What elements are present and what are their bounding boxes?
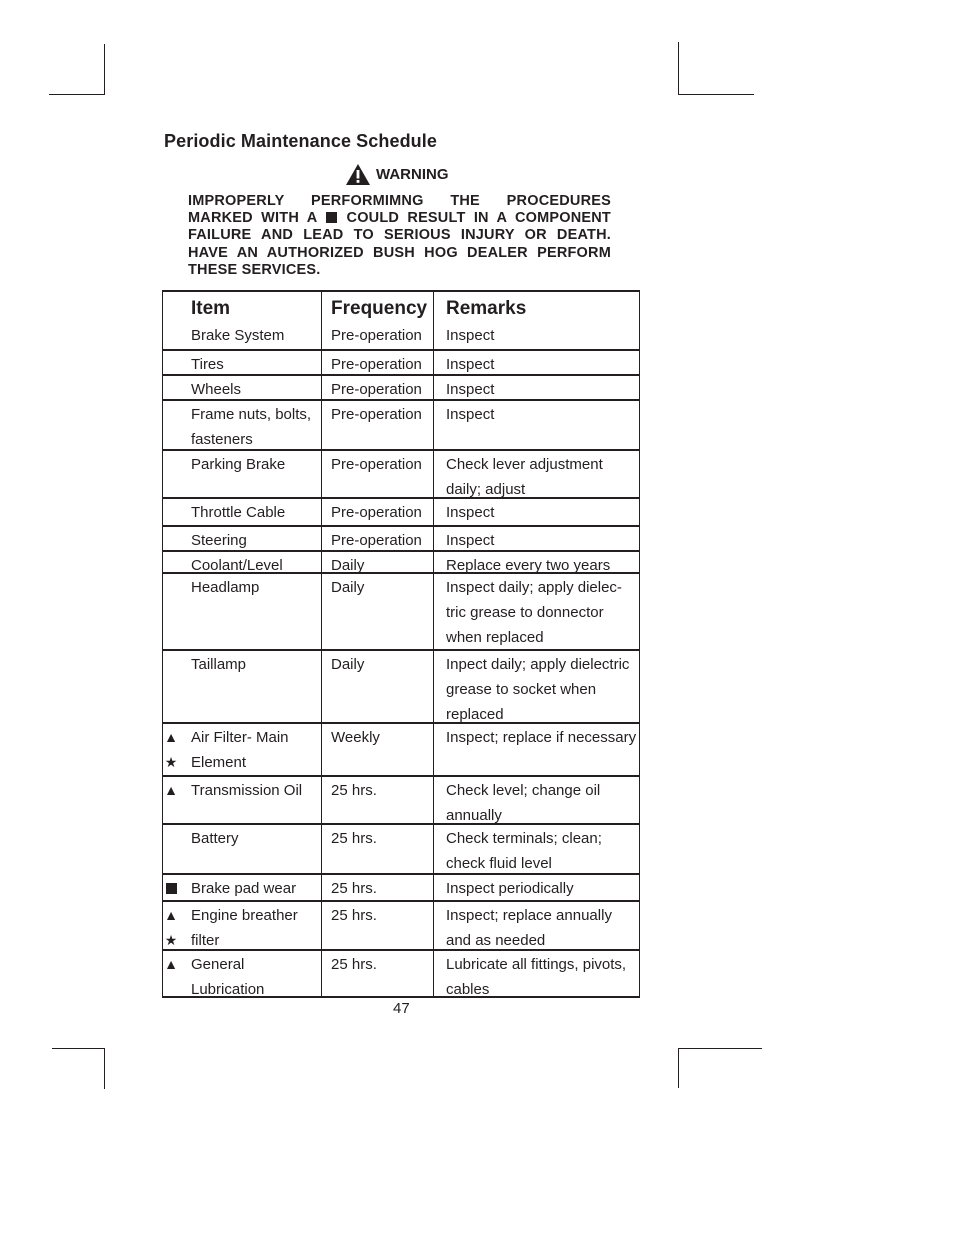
- table-cell-item: Throttle Cable: [191, 504, 286, 521]
- table-cell-frequency: 25 hrs.: [331, 880, 377, 897]
- table-cell-remarks: and as needed: [446, 932, 546, 949]
- header-frequency: Frequency: [331, 298, 428, 319]
- star-marker-icon: ★: [164, 932, 178, 948]
- table-cell-item: Tires: [191, 356, 224, 373]
- triangle-marker-icon: ▲: [164, 907, 178, 923]
- square-marker-icon: [164, 876, 178, 901]
- table-cell-remarks: Lubricate all fittings, pivots,: [446, 956, 627, 973]
- table-cell-item: Taillamp: [191, 656, 247, 673]
- table-row-rule: [162, 823, 640, 825]
- table-cell-remarks: Inspect: [446, 406, 495, 423]
- page-number: 47: [393, 1000, 410, 1017]
- table-cell-remarks: Check level; change oil: [446, 782, 601, 799]
- table-cell-item: Steering: [191, 532, 247, 549]
- table-cell-frequency: Daily: [331, 656, 365, 673]
- table-cell-item: Transmission Oil: [191, 782, 303, 799]
- table-cell-remarks: replaced: [446, 706, 504, 723]
- table-cell-remarks: Check terminals; clean;: [446, 830, 602, 847]
- table-cell-frequency: 25 hrs.: [331, 782, 377, 799]
- table-cell-remarks: Inspect; replace annually: [446, 907, 612, 924]
- table-column-rule: [321, 290, 322, 998]
- table-cell-remarks: Inpect daily; apply dielectric: [446, 656, 630, 673]
- crop-mark-top-left-v: [104, 44, 105, 95]
- table-cell-remarks: Inspect; replace if necessary: [446, 729, 637, 746]
- table-cell-remarks: Inspect: [446, 356, 495, 373]
- table-column-rule: [639, 290, 640, 998]
- warning-heading: [346, 162, 449, 186]
- table-cell-item: Frame nuts, bolts,: [191, 406, 312, 423]
- table-cell-frequency: 25 hrs.: [331, 830, 377, 847]
- table-cell-frequency: Daily: [331, 557, 365, 574]
- triangle-marker-icon: ▲: [164, 729, 178, 745]
- warning-text: [188, 193, 611, 279]
- table-cell-frequency: Daily: [331, 579, 365, 596]
- header-item: Item: [191, 298, 231, 319]
- warning-label: WARNING: [376, 165, 449, 183]
- triangle-marker-icon: ▲: [164, 782, 178, 798]
- table-cell-remarks: annually: [446, 807, 502, 824]
- table-cell-item: General: [191, 956, 245, 973]
- table-cell-item: Air Filter- Main: [191, 729, 289, 746]
- warning-text-part1: IMPROPERLY PERFORMIMNG THE PROCEDURES MARKED WITH A: [188, 193, 611, 227]
- table-cell-frequency: 25 hrs.: [331, 907, 377, 924]
- table-row-rule: [162, 775, 640, 777]
- table-cell-frequency: Pre-operation: [331, 456, 422, 473]
- crop-mark-bottom-right-h: [678, 1048, 762, 1049]
- table-row-rule: [162, 949, 640, 951]
- table-cell-frequency: Pre-operation: [331, 532, 422, 549]
- table-column-rule: [433, 290, 434, 998]
- table-cell-frequency: 25 hrs.: [331, 956, 377, 973]
- table-cell-frequency: Pre-operation: [331, 406, 422, 423]
- square-marker-icon: [326, 212, 337, 223]
- table-cell-item: Coolant/Level: [191, 557, 283, 574]
- table-cell-item: Lubrication: [191, 981, 265, 998]
- table-cell-remarks: Inspect: [446, 532, 495, 549]
- table-row-rule: [162, 349, 640, 351]
- page-title: Periodic Maintenance Schedule: [164, 131, 437, 151]
- table-cell-remarks: tric grease to donnector: [446, 604, 604, 621]
- table-cell-remarks: check fluid level: [446, 855, 552, 872]
- square-glyph: [166, 883, 177, 894]
- table-cell-remarks: cables: [446, 981, 490, 998]
- table-row-rule: [162, 525, 640, 527]
- table-cell-remarks: Inspect periodically: [446, 880, 574, 897]
- table-row-rule: [162, 649, 640, 651]
- warning-text-part2: COULD RESULT IN A COMPONENT FAILURE AND LEAD TO SERIOUS INJURY OR DEATH. HAVE AN AUTHORIZED BUSH HOG DEALER PERFORM THESE SERVICES.: [188, 210, 611, 278]
- crop-mark-top-right-v: [678, 42, 679, 95]
- table-cell-item: Wheels: [191, 381, 242, 398]
- table-cell-remarks: Inspect: [446, 327, 495, 344]
- crop-mark-top-right-h: [678, 94, 754, 95]
- table-cell-remarks: Inspect: [446, 381, 495, 398]
- table-cell-frequency: Weekly: [331, 729, 380, 746]
- table-cell-remarks: grease to socket when: [446, 681, 597, 698]
- table-row-rule: [162, 290, 640, 292]
- header-remarks: Remarks: [446, 298, 527, 319]
- table-cell-item: Battery: [191, 830, 239, 847]
- crop-mark-bottom-left-h: [52, 1048, 105, 1049]
- table-cell-item: fasteners: [191, 431, 253, 448]
- table-cell-remarks: Inspect: [446, 504, 495, 521]
- table-cell-frequency: Pre-operation: [331, 356, 422, 373]
- table-cell-remarks: Inspect daily; apply dielec-: [446, 579, 622, 596]
- table-cell-item: Headlamp: [191, 579, 260, 596]
- table-cell-item: Element: [191, 754, 247, 771]
- crop-mark-bottom-right-v: [678, 1048, 679, 1088]
- table-cell-item: Brake pad wear: [191, 880, 297, 897]
- triangle-marker-icon: ▲: [164, 956, 178, 972]
- table-cell-frequency: Pre-operation: [331, 504, 422, 521]
- table-cell-remarks: daily; adjust: [446, 481, 526, 498]
- table-cell-item: Engine breather: [191, 907, 298, 924]
- table-cell-remarks: when replaced: [446, 629, 544, 646]
- star-marker-icon: ★: [164, 754, 178, 770]
- table-cell-frequency: Pre-operation: [331, 381, 422, 398]
- crop-mark-bottom-left-v: [104, 1048, 105, 1089]
- table-row-rule: [162, 722, 640, 724]
- maintenance-table: [162, 290, 640, 998]
- warning-triangle-icon: [346, 164, 370, 185]
- table-row-rule: [162, 497, 640, 499]
- table-cell-item: filter: [191, 932, 220, 949]
- table-column-rule: [162, 290, 163, 998]
- table-cell-item: Parking Brake: [191, 456, 286, 473]
- table-cell-remarks: Replace every two years: [446, 557, 611, 574]
- table-cell-remarks: Check lever adjustment: [446, 456, 603, 473]
- table-cell-item: Brake System: [191, 327, 285, 344]
- crop-mark-top-left-h: [49, 94, 105, 95]
- table-cell-frequency: Pre-operation: [331, 327, 422, 344]
- table-row-rule: [162, 873, 640, 875]
